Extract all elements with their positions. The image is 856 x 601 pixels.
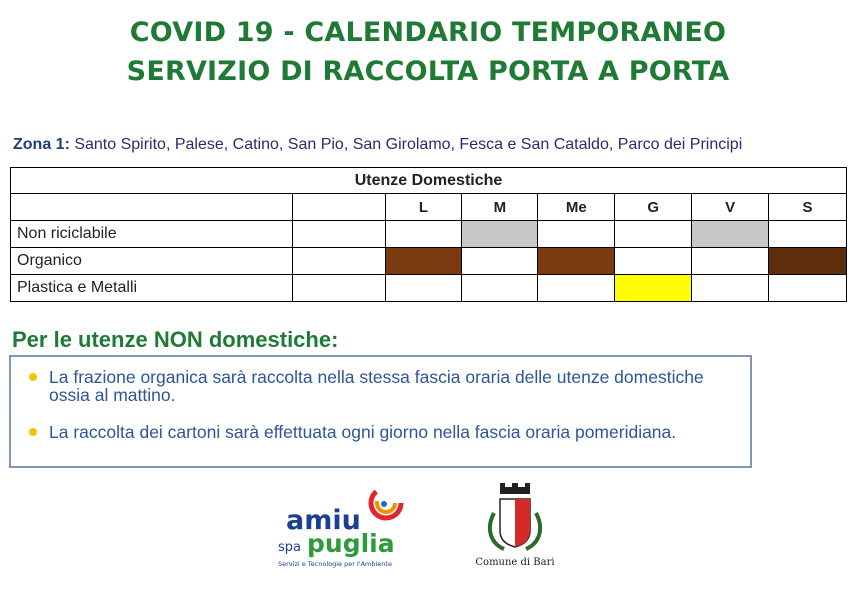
list-item-text: La frazione organica sarà raccolta nella stessa fascia oraria delle utenze domestiche ossia al mattino. bbox=[49, 367, 704, 405]
table-row-organico bbox=[11, 248, 847, 275]
list-item bbox=[29, 423, 739, 441]
schedule-cell bbox=[769, 221, 847, 248]
zone-description bbox=[13, 136, 742, 154]
row-label: Organico bbox=[11, 248, 293, 275]
schedule-cell bbox=[462, 221, 538, 248]
amiu-puglia-logo bbox=[276, 483, 416, 573]
table-header-row bbox=[11, 168, 847, 194]
row-label: Non riciclabile bbox=[11, 221, 293, 248]
schedule-cell bbox=[538, 248, 615, 275]
empty-cell bbox=[292, 221, 385, 248]
schedule-cell bbox=[385, 248, 462, 275]
table-row-plastica-metalli bbox=[11, 275, 847, 302]
logo-amiu-text: amiu bbox=[286, 505, 361, 536]
schedule-cell bbox=[692, 221, 769, 248]
day-thursday: G bbox=[615, 194, 692, 221]
empty-cell bbox=[292, 194, 385, 221]
table-row-non-riciclabile bbox=[11, 221, 847, 248]
days-row bbox=[11, 194, 847, 221]
comune-di-bari-logo bbox=[460, 483, 570, 573]
list-item-text: La raccolta dei cartoni sarà effettuata ogni giorno nella fascia oraria pomeridiana. bbox=[49, 422, 677, 442]
day-monday: L bbox=[385, 194, 462, 221]
bullet-dot-icon bbox=[29, 428, 37, 436]
schedule-cell bbox=[538, 221, 615, 248]
schedule-cell bbox=[385, 221, 462, 248]
schedule-cell bbox=[769, 248, 847, 275]
logo-tagline: Servizi e Tecnologie per l'Ambiente bbox=[278, 560, 392, 568]
schedule-cell bbox=[462, 248, 538, 275]
schedule-cell bbox=[615, 221, 692, 248]
non-domestic-heading: Per le utenze NON domestiche: bbox=[12, 327, 339, 352]
logo-spa-text: spa bbox=[278, 540, 301, 555]
empty-cell bbox=[292, 248, 385, 275]
zone-label: Zona 1: bbox=[13, 136, 70, 153]
row-label: Plastica e Metalli bbox=[11, 275, 293, 302]
page-title-line2: SERVIZIO DI RACCOLTA PORTA A PORTA bbox=[126, 56, 730, 87]
logo-comune-text: Comune di Bari bbox=[475, 557, 555, 568]
schedule-cell bbox=[615, 275, 692, 302]
page-title-line1: COVID 19 - CALENDARIO TEMPORANEO bbox=[129, 17, 727, 48]
day-friday: V bbox=[692, 194, 769, 221]
table-header: Utenze Domestiche bbox=[11, 168, 847, 194]
bullet-dot-icon bbox=[29, 373, 37, 381]
collection-calendar-table bbox=[10, 167, 847, 302]
schedule-cell bbox=[769, 275, 847, 302]
schedule-cell bbox=[538, 275, 615, 302]
day-tuesday: M bbox=[462, 194, 538, 221]
schedule-cell bbox=[692, 275, 769, 302]
logo-puglia-text: puglia bbox=[307, 529, 395, 558]
coat-of-arms-icon bbox=[490, 483, 540, 549]
empty-cell bbox=[292, 275, 385, 302]
logo-dot bbox=[381, 501, 387, 507]
schedule-cell bbox=[385, 275, 462, 302]
schedule-cell bbox=[462, 275, 538, 302]
schedule-cell bbox=[692, 248, 769, 275]
empty-cell bbox=[11, 194, 293, 221]
list-item bbox=[29, 368, 739, 404]
schedule-cell bbox=[615, 248, 692, 275]
zone-areas: Santo Spirito, Palese, Catino, San Pio, San Girolamo, Fesca e San Cataldo, Parco dei Principi bbox=[69, 136, 743, 153]
day-saturday: S bbox=[769, 194, 847, 221]
day-wednesday: Me bbox=[538, 194, 615, 221]
non-domestic-info-box bbox=[9, 355, 752, 468]
